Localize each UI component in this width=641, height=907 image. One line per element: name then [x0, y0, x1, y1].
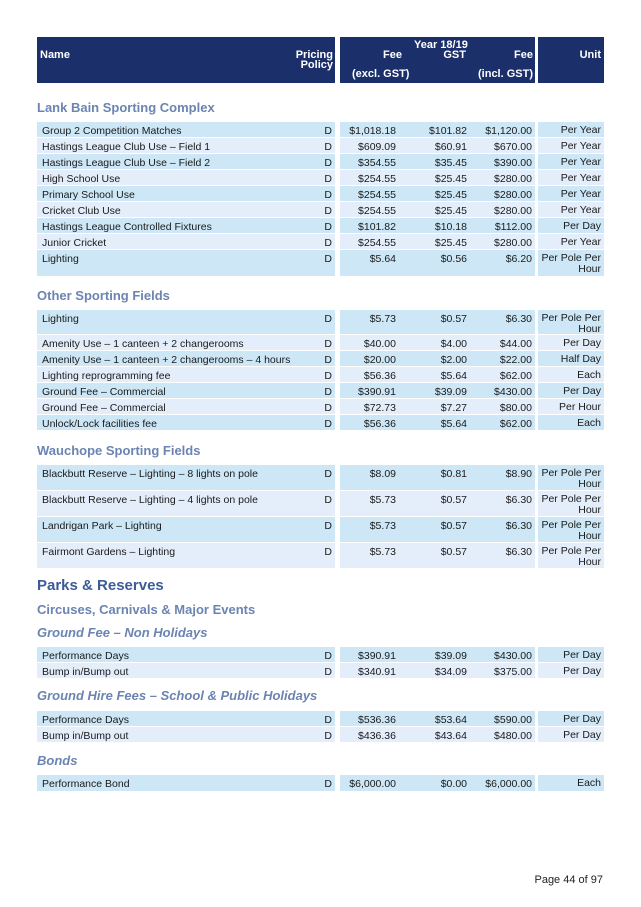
gst-amount: $35.45 [434, 157, 467, 169]
pricing-policy: D [324, 402, 332, 414]
fee-name: Fairmont Gardens – Lighting [42, 546, 176, 558]
pricing-policy: D [324, 173, 332, 185]
fee-excl-gst: $20.00 [363, 354, 396, 366]
fee-incl-gst: $670.00 [494, 141, 532, 153]
fee-name: High School Use [42, 173, 121, 185]
gst-amount: $25.45 [434, 237, 467, 249]
fee-unit: Per Day [563, 385, 601, 397]
fee-unit: Per Year [560, 124, 601, 136]
fee-excl-gst: $5.73 [369, 494, 396, 506]
fee-excl-gst: $5.73 [369, 520, 396, 532]
fee-incl-gst: $280.00 [494, 173, 532, 185]
fee-incl-gst: $430.00 [494, 650, 532, 662]
fee-incl-gst: $6.30 [505, 520, 532, 532]
gst-amount: $0.57 [440, 313, 467, 325]
pricing-policy: D [324, 205, 332, 217]
table-row [37, 491, 604, 516]
table-row [37, 186, 604, 201]
table-row [37, 234, 604, 249]
gst-amount: $25.45 [434, 205, 467, 217]
fee-name: Lighting [42, 253, 79, 265]
gst-amount: $43.64 [434, 730, 467, 742]
fee-unit: Per Day [563, 665, 601, 677]
pricing-policy: D [324, 386, 332, 398]
section-heading-lank-bain: Lank Bain Sporting Complex [37, 100, 215, 115]
pricing-policy: D [324, 520, 332, 532]
fee-incl-gst: $480.00 [494, 730, 532, 742]
fee-unit: Per Day [563, 220, 601, 232]
fee-unit: Per Hour [558, 401, 601, 413]
fee-incl-gst: $1,120.00 [485, 125, 532, 137]
fee-excl-gst: $5.64 [369, 253, 396, 265]
fee-name: Unlock/Lock facilities fee [42, 418, 157, 430]
fee-incl-gst: $280.00 [494, 205, 532, 217]
table-row [37, 399, 604, 414]
fee-excl-gst: $6,000.00 [349, 778, 396, 790]
fee-excl-gst: $40.00 [363, 338, 396, 350]
table-row [37, 647, 604, 662]
gst-amount: $0.57 [440, 520, 467, 532]
fee-incl-gst: $280.00 [494, 237, 532, 249]
table-row [37, 415, 604, 430]
pricing-policy: D [324, 546, 332, 558]
fee-unit: Per Pole Per Hour [541, 252, 601, 275]
fee-excl-gst: $1,018.18 [349, 125, 396, 137]
table-row [37, 202, 604, 217]
fee-incl-gst: $280.00 [494, 189, 532, 201]
fee-name: Lighting reprogramming fee [42, 370, 171, 382]
pricing-policy: D [324, 338, 332, 350]
gst-amount: $4.00 [440, 338, 467, 350]
table-header-name-cell [37, 37, 335, 83]
fee-name: Hastings League Controlled Fixtures [42, 221, 212, 233]
section-heading-ground-hire: Ground Hire Fees – School & Public Holidays [37, 688, 318, 703]
fee-unit: Per Pole Per Hour [541, 493, 601, 516]
fee-excl-gst: $390.91 [358, 386, 396, 398]
section-heading-other-sporting: Other Sporting Fields [37, 288, 170, 303]
fee-excl-gst: $340.91 [358, 666, 396, 678]
section-heading-wauchope: Wauchope Sporting Fields [37, 443, 201, 458]
fee-unit: Per Year [560, 204, 601, 216]
table-row [37, 383, 604, 398]
fee-incl-gst: $8.90 [505, 468, 532, 480]
gst-amount: $0.00 [440, 778, 467, 790]
header-fee-excl-sub: (excl. GST) [352, 68, 410, 80]
header-unit: Unit [579, 49, 601, 61]
fee-incl-gst: $6.30 [505, 546, 532, 558]
fee-incl-gst: $590.00 [494, 714, 532, 726]
table-row [37, 138, 604, 153]
name-cell [37, 250, 335, 276]
fee-excl-gst: $254.55 [358, 189, 396, 201]
table-row [37, 218, 604, 233]
fee-name: Blackbutt Reserve – Lighting – 4 lights on pole [42, 494, 258, 506]
table-row [37, 663, 604, 678]
table-row [37, 775, 604, 791]
fee-name: Ground Fee – Commercial [42, 386, 166, 398]
fee-incl-gst: $6.20 [505, 253, 532, 265]
fee-name: Bump in/Bump out [42, 730, 129, 742]
fee-excl-gst: $254.55 [358, 205, 396, 217]
pricing-policy: D [324, 157, 332, 169]
pricing-policy: D [324, 253, 332, 265]
pricing-policy: D [324, 468, 332, 480]
table-row [37, 727, 604, 742]
fee-incl-gst: $62.00 [499, 370, 532, 382]
table-row [37, 335, 604, 350]
fee-incl-gst: $62.00 [499, 418, 532, 430]
pricing-policy: D [324, 125, 332, 137]
fee-incl-gst: $6.30 [505, 313, 532, 325]
fee-unit: Per Pole Per Hour [541, 519, 601, 542]
gst-amount: $5.64 [440, 370, 467, 382]
header-pricing: Pricing [295, 49, 333, 61]
gst-amount: $0.56 [440, 253, 467, 265]
page-number: Page 44 of 97 [534, 874, 603, 886]
fee-excl-gst: $390.91 [358, 650, 396, 662]
fee-excl-gst: $5.73 [369, 546, 396, 558]
pricing-policy: D [324, 650, 332, 662]
gst-amount: $53.64 [434, 714, 467, 726]
fee-excl-gst: $254.55 [358, 237, 396, 249]
fee-incl-gst: $80.00 [499, 402, 532, 414]
fee-excl-gst: $101.82 [358, 221, 396, 233]
table-row [37, 170, 604, 185]
fee-unit: Per Pole Per Hour [541, 467, 601, 490]
gst-amount: $25.45 [434, 173, 467, 185]
fee-unit: Half Day [560, 353, 601, 365]
pricing-policy: D [324, 494, 332, 506]
fee-name: Amenity Use – 1 canteen + 2 changerooms [42, 338, 244, 350]
fee-name: Cricket Club Use [42, 205, 121, 217]
fee-name: Ground Fee – Commercial [42, 402, 166, 414]
pricing-policy: D [324, 418, 332, 430]
fee-incl-gst: $112.00 [494, 221, 532, 233]
fee-excl-gst: $5.73 [369, 313, 396, 325]
header-name: Name [40, 49, 70, 61]
fee-incl-gst: $390.00 [494, 157, 532, 169]
fee-name: Hastings League Club Use – Field 2 [42, 157, 211, 169]
fee-unit: Per Day [563, 337, 601, 349]
pricing-policy: D [324, 778, 332, 790]
fee-unit: Per Year [560, 140, 601, 152]
gst-amount: $2.00 [440, 354, 467, 366]
table-row [37, 465, 604, 490]
header-fee-incl: Fee [514, 49, 533, 61]
pricing-policy: D [324, 189, 332, 201]
fee-name: Group 2 Competition Matches [42, 125, 182, 137]
gst-amount: $60.91 [434, 141, 467, 153]
table-row [37, 543, 604, 568]
fee-name: Blackbutt Reserve – Lighting – 8 lights on pole [42, 468, 258, 480]
fee-excl-gst: $536.36 [358, 714, 396, 726]
gst-amount: $7.27 [440, 402, 467, 414]
table-row [37, 154, 604, 169]
table-row [37, 711, 604, 726]
section-heading-parks: Parks & Reserves [37, 577, 164, 594]
fee-incl-gst: $44.00 [499, 338, 532, 350]
pricing-policy: D [324, 141, 332, 153]
gst-amount: $39.09 [434, 650, 467, 662]
gst-amount: $0.81 [440, 468, 467, 480]
fee-unit: Per Day [563, 729, 601, 741]
fee-name: Primary School Use [42, 189, 135, 201]
pricing-policy: D [324, 714, 332, 726]
table-header-fees-cell [340, 37, 535, 83]
gst-amount: $101.82 [429, 125, 467, 137]
fee-name: Landrigan Park – Lighting [42, 520, 162, 532]
gst-amount: $10.18 [434, 221, 467, 233]
pricing-policy: D [324, 730, 332, 742]
fee-name: Hastings League Club Use – Field 1 [42, 141, 211, 153]
fee-name: Amenity Use – 1 canteen + 2 changerooms – 4 hours [42, 354, 291, 366]
table-row [37, 517, 604, 542]
fee-excl-gst: $354.55 [358, 157, 396, 169]
table-row [37, 351, 604, 366]
table-row [37, 310, 604, 334]
fee-unit: Each [577, 369, 601, 381]
header-fee-excl: Fee [383, 49, 402, 61]
fee-excl-gst: $436.36 [358, 730, 396, 742]
fee-unit: Per Pole Per Hour [541, 545, 601, 568]
fee-unit: Per Year [560, 188, 601, 200]
gst-amount: $34.09 [434, 666, 467, 678]
fee-excl-gst: $254.55 [358, 173, 396, 185]
fee-excl-gst: $72.73 [363, 402, 396, 414]
fee-incl-gst: $6,000.00 [485, 778, 532, 790]
header-fee-incl-sub: (incl. GST) [478, 68, 533, 80]
name-cell [37, 310, 335, 334]
pricing-policy: D [324, 354, 332, 366]
fee-unit: Per Day [563, 649, 601, 661]
section-heading-bonds: Bonds [37, 753, 78, 768]
gst-amount: $39.09 [434, 386, 467, 398]
gst-amount: $0.57 [440, 494, 467, 506]
fee-name: Lighting [42, 313, 79, 325]
pricing-policy: D [324, 237, 332, 249]
table-row [37, 122, 604, 137]
pricing-policy: D [324, 666, 332, 678]
section-heading-ground-fee: Ground Fee – Non Holidays [37, 625, 208, 640]
fee-unit: Per Year [560, 156, 601, 168]
fee-excl-gst: $56.36 [363, 418, 396, 430]
table-row [37, 250, 604, 276]
gst-amount: $25.45 [434, 189, 467, 201]
fee-excl-gst: $8.09 [369, 468, 396, 480]
fee-excl-gst: $56.36 [363, 370, 396, 382]
gst-amount: $5.64 [440, 418, 467, 430]
header-gst: GST [443, 49, 466, 61]
fee-incl-gst: $6.30 [505, 494, 532, 506]
table-header-unit-cell [538, 37, 604, 83]
pricing-policy: D [324, 313, 332, 325]
fee-name: Junior Cricket [42, 237, 107, 249]
fee-name: Performance Days [42, 650, 129, 662]
fee-incl-gst: $375.00 [494, 666, 532, 678]
fee-unit: Each [577, 777, 601, 789]
fee-excl-gst: $609.09 [358, 141, 396, 153]
fee-name: Bump in/Bump out [42, 666, 129, 678]
header-year: Year 18/19 [414, 39, 468, 51]
fee-unit: Per Year [560, 236, 601, 248]
pricing-policy: D [324, 221, 332, 233]
fee-unit: Per Year [560, 172, 601, 184]
fee-incl-gst: $430.00 [494, 386, 532, 398]
fee-unit: Per Pole Per Hour [541, 312, 601, 335]
fee-name: Performance Days [42, 714, 129, 726]
pricing-policy: D [324, 370, 332, 382]
header-policy: Policy [300, 59, 333, 71]
section-heading-circuses: Circuses, Carnivals & Major Events [37, 602, 256, 617]
fee-incl-gst: $22.00 [499, 354, 532, 366]
fee-unit: Per Day [563, 713, 601, 725]
table-row [37, 367, 604, 382]
gst-amount: $0.57 [440, 546, 467, 558]
fee-name: Performance Bond [42, 778, 130, 790]
fee-unit: Each [577, 417, 601, 429]
